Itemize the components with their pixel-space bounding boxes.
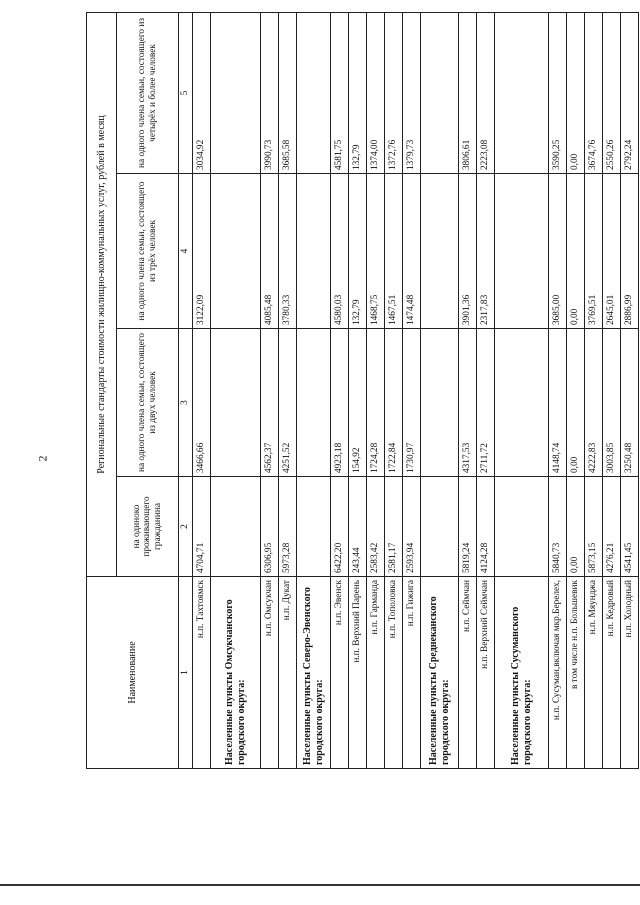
- value-three: 4580,03: [331, 174, 349, 329]
- value-three: 132,79: [349, 174, 367, 329]
- table-row: [477, 12, 495, 768]
- value-three: 1468,75: [367, 174, 385, 329]
- value-four: 1374,00: [367, 12, 385, 173]
- table-row: [279, 12, 297, 768]
- value-four: 3685,58: [279, 12, 297, 173]
- table-row: [261, 12, 279, 768]
- rotated-table-container: [86, 13, 635, 769]
- column-number: 3: [179, 329, 193, 477]
- table-row: [367, 12, 385, 768]
- value-single: 5873,15: [585, 477, 603, 577]
- section-title: Населенные пункты Омсукчанского городского округа:: [211, 577, 261, 769]
- section-row: [421, 12, 459, 768]
- value-two: 2711,72: [477, 329, 495, 477]
- value-two: 4562,37: [261, 329, 279, 477]
- table-row: [349, 12, 367, 768]
- table-row: [459, 12, 477, 768]
- value-single: 4541,45: [621, 477, 639, 577]
- value-four: 4581,75: [331, 12, 349, 173]
- value-two: 154,92: [349, 329, 367, 477]
- value-four: 3034,92: [193, 12, 211, 173]
- settlement-name: н.п. Омсукчан: [261, 577, 279, 769]
- value-two: 4251,52: [279, 329, 297, 477]
- value-single: 4704,71: [193, 477, 211, 577]
- page-number: 2: [35, 455, 50, 462]
- value-two: 1722,84: [385, 329, 403, 477]
- header-name: Наименование: [87, 577, 179, 769]
- value-three: 3685,00: [549, 174, 567, 329]
- table-row: [585, 12, 603, 768]
- section-row: [297, 12, 331, 768]
- value-three: 2886,99: [621, 174, 639, 329]
- header-col-four: на одного члена семьи, состоящего из четырёх и более человек: [117, 12, 179, 173]
- column-number: 4: [179, 174, 193, 329]
- settlement-name: н.п. Тахтоямск: [193, 577, 211, 769]
- value-three: 4085,48: [261, 174, 279, 329]
- settlement-name: в том числе н.п. Большевик: [567, 577, 585, 769]
- value-two: 1730,97: [403, 329, 421, 477]
- table-row: [603, 12, 621, 768]
- section-row: [211, 12, 261, 768]
- settlement-name: н.п. Сусуман,включая мкр.Берелех,: [549, 577, 567, 769]
- value-single: 6422,20: [331, 477, 349, 577]
- value-four: 3990,73: [261, 12, 279, 173]
- value-single: 5840,73: [549, 477, 567, 577]
- column-number: 2: [179, 477, 193, 577]
- settlement-name: н.п. Мяунджа: [585, 577, 603, 769]
- value-four: 1372,76: [385, 12, 403, 173]
- value-four: 3674,76: [585, 12, 603, 173]
- value-single: 5819,24: [459, 477, 477, 577]
- value-four: 1379,73: [403, 12, 421, 173]
- value-three: 2317,83: [477, 174, 495, 329]
- value-single: 243,44: [349, 477, 367, 577]
- settlement-name: н.п. Кедровый: [603, 577, 621, 769]
- table-row: [621, 12, 639, 768]
- value-two: 3250,48: [621, 329, 639, 477]
- value-two: 4317,53: [459, 329, 477, 477]
- value-single: 5973,28: [279, 477, 297, 577]
- settlement-name: н.п. Гарманда: [367, 577, 385, 769]
- value-two: 4222,83: [585, 329, 603, 477]
- value-three: 2645,01: [603, 174, 621, 329]
- value-three: 1474,48: [403, 174, 421, 329]
- value-four: 2792,24: [621, 12, 639, 173]
- header-col-two: на одного члена семьи, состоящего из двух человек: [117, 329, 179, 477]
- settlement-name: н.п. Верхний Сеймчан: [477, 577, 495, 769]
- value-single: 2593,94: [403, 477, 421, 577]
- header-group: Региональные стандарты стоимости жилищно-коммунальных услуг, рублей в месяц: [87, 12, 117, 576]
- value-three: 1467,51: [385, 174, 403, 329]
- settlement-name: н.п. Холодный: [621, 577, 639, 769]
- value-single: 2583,42: [367, 477, 385, 577]
- value-four: 2550,26: [603, 12, 621, 173]
- header-col-three: на одного члена семьи, состоящего из трёх человек: [117, 174, 179, 329]
- settlement-name: н.п. Верхний Парень: [349, 577, 367, 769]
- table-row: [193, 12, 211, 768]
- value-two: 3003,85: [603, 329, 621, 477]
- column-number: 5: [179, 12, 193, 173]
- value-three: 0,00: [567, 174, 585, 329]
- settlement-name: н.п. Тополовка: [385, 577, 403, 769]
- regional-standards-table: [86, 12, 639, 769]
- value-three: 3122,09: [193, 174, 211, 329]
- value-single: 4124,28: [477, 477, 495, 577]
- section-title: Населенные пункты Среднеканского городского округа:: [421, 577, 459, 769]
- value-single: 0,00: [567, 477, 585, 577]
- value-two: 4923,18: [331, 329, 349, 477]
- table-row: [385, 12, 403, 768]
- settlement-name: н.п. Дукат: [279, 577, 297, 769]
- value-four: 2223,08: [477, 12, 495, 173]
- value-two: 0,00: [567, 329, 585, 477]
- bottom-rule: [0, 884, 640, 886]
- value-single: 4276,21: [603, 477, 621, 577]
- value-three: 3780,33: [279, 174, 297, 329]
- table-row: [403, 12, 421, 768]
- settlement-name: н.п. Сеймчан: [459, 577, 477, 769]
- section-title: Населенные пункты Сусуманского городского округа:: [495, 577, 549, 769]
- value-four: 132,79: [349, 12, 367, 173]
- value-single: 6306,95: [261, 477, 279, 577]
- header-col-single: на одиноко проживающего гражданина: [117, 477, 179, 577]
- settlement-name: н.п. Эвенск: [331, 577, 349, 769]
- settlement-name: н.п. Гижига: [403, 577, 421, 769]
- value-two: 1724,28: [367, 329, 385, 477]
- value-four: 3590,25: [549, 12, 567, 173]
- value-three: 3769,51: [585, 174, 603, 329]
- section-row: [495, 12, 549, 768]
- value-four: 0,00: [567, 12, 585, 173]
- value-four: 3806,61: [459, 12, 477, 173]
- value-single: 2581,17: [385, 477, 403, 577]
- column-number: 1: [179, 577, 193, 769]
- value-three: 3901,36: [459, 174, 477, 329]
- table-row: [549, 12, 567, 768]
- table-row: [567, 12, 585, 768]
- value-two: 4148,74: [549, 329, 567, 477]
- value-two: 3466,66: [193, 329, 211, 477]
- table-row: [331, 12, 349, 768]
- section-title: Населенные пункты Северо-Эвенского городского округа:: [297, 577, 331, 769]
